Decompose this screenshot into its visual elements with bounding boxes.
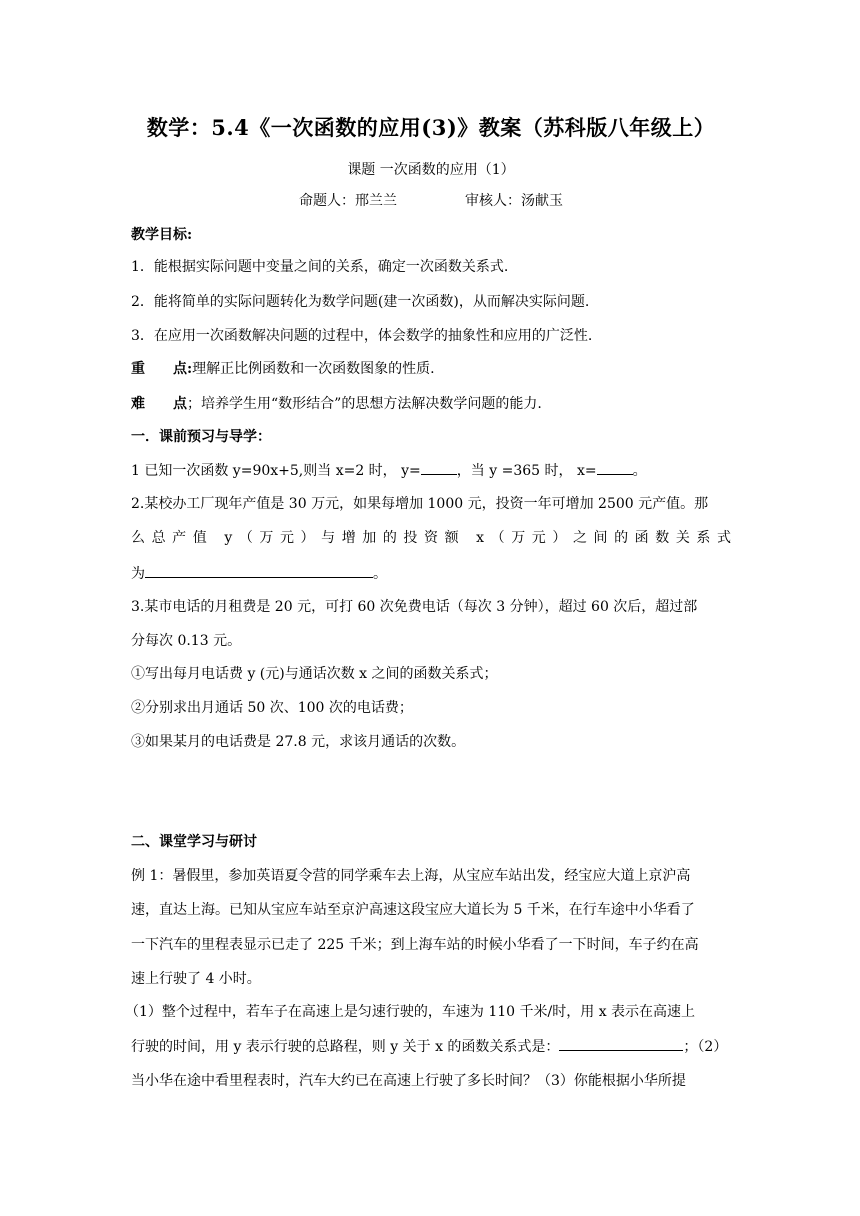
author-name: 命题人：邢兰兰 [299,193,397,209]
question-3-line: 3.某市电话的月租费是 20 元，可打 60 次免费电话（每次 3 分钟），超过 60 次后，超过部 [131,599,698,615]
section2-heading: 二、课堂学习与研讨 [131,834,257,850]
problem-line: （1）整个过程中，若车子在高速上是匀速行驶的，车速为 110 千米/时，用 x 表示在高速上 [125,1004,696,1020]
question-1-text: 1 已知一次函数 y=90x+5,则当 x=2 时， y= [131,463,421,479]
question-3-line: 分每次 0.13 元。 [131,633,242,649]
problem-text: 行驶的时间，用 y 表示行驶的总路程，则 y 关于 x 的函数关系式是： [131,1039,560,1055]
question-3-sub: ②分别求出月通话 50 次、100 次的电话费； [131,700,413,716]
objectives-heading: 教学目标: [131,227,193,243]
question-1-text: ，当 y =365 时， x= [456,463,597,479]
problem-line [131,1036,731,1057]
author-line [131,190,731,210]
objective-item: 3．在应用一次函数解决问题的过程中，体会数学的抽象性和应用的广泛性. [131,328,593,344]
example-line: 速，直达上海。已知从宝应车站至京沪高速这段宝应大道长为 5 千米，在行车途中小华看了 [131,902,695,918]
question-1 [131,460,731,481]
lesson-subtitle: 课题 一次函数的应用（1） [347,162,515,178]
example-line: 一下汽车的里程表显示已走了 225 千米；到上海车站的时候小华看了一下时间，车子约在高 [131,937,699,953]
document-title: 数学：5.4《一次函数的应用(3)》教案（苏科版八年级上） [146,115,716,140]
example-line: 例 1：暑假里，参加英语夏令营的同学乘车去上海，从宝应车站出发，经宝应大道上京沪高 [131,868,691,884]
objective-item: 2．能将简单的实际问题转化为数学问题(建一次函数)，从而解决实际问题. [131,294,590,310]
question-2-line: 么总产值 y（万元）与增加的投资额 x（万元）之间的函数关系式 [131,530,731,546]
problem-line: 当小华在途中看里程表时，汽车大约已在高速上行驶了多长时间？（3）你能根据小华所提 [131,1073,686,1089]
answer-blank [421,460,457,475]
answer-blank [145,563,373,578]
question-2-line [131,563,731,584]
difficulty-label: 难 点 [131,396,187,412]
example-line: 速上行驶了 4 小时。 [131,971,261,987]
answer-blank [597,460,633,475]
problem-text: ；（2） [683,1039,728,1055]
section1-heading: 一．课前预习与导学： [131,429,271,445]
key-point [131,359,731,379]
question-1-text: 。 [632,463,647,479]
key-point-text: 理解正比例函数和一次函数图象的性质. [192,361,435,377]
question-3-sub: ①写出每月电话费 y (元)与通话次数 x 之间的函数关系式； [131,666,498,682]
difficulty-point [131,394,731,414]
answer-blank [559,1036,683,1051]
reviewer-name: 审核人：汤献玉 [465,193,563,209]
objective-item: 1．能根据实际问题中变量之间的关系，确定一次函数关系式. [131,259,509,275]
question-2-line: 2.某校办工厂现年产值是 30 万元，如果每增加 1000 元，投资一年可增加 2500 元产值。那 [131,496,709,512]
key-point-label: 重 点: [131,361,193,377]
question-2-text: 。 [373,566,387,582]
question-3-sub: ③如果某月的电话费是 27.8 元，求该月通话的次数。 [131,734,466,750]
question-2-text: 为 [131,566,145,582]
difficulty-text: ；培养学生用“数形结合”的思想方法解决数学问题的能力. [187,396,542,412]
